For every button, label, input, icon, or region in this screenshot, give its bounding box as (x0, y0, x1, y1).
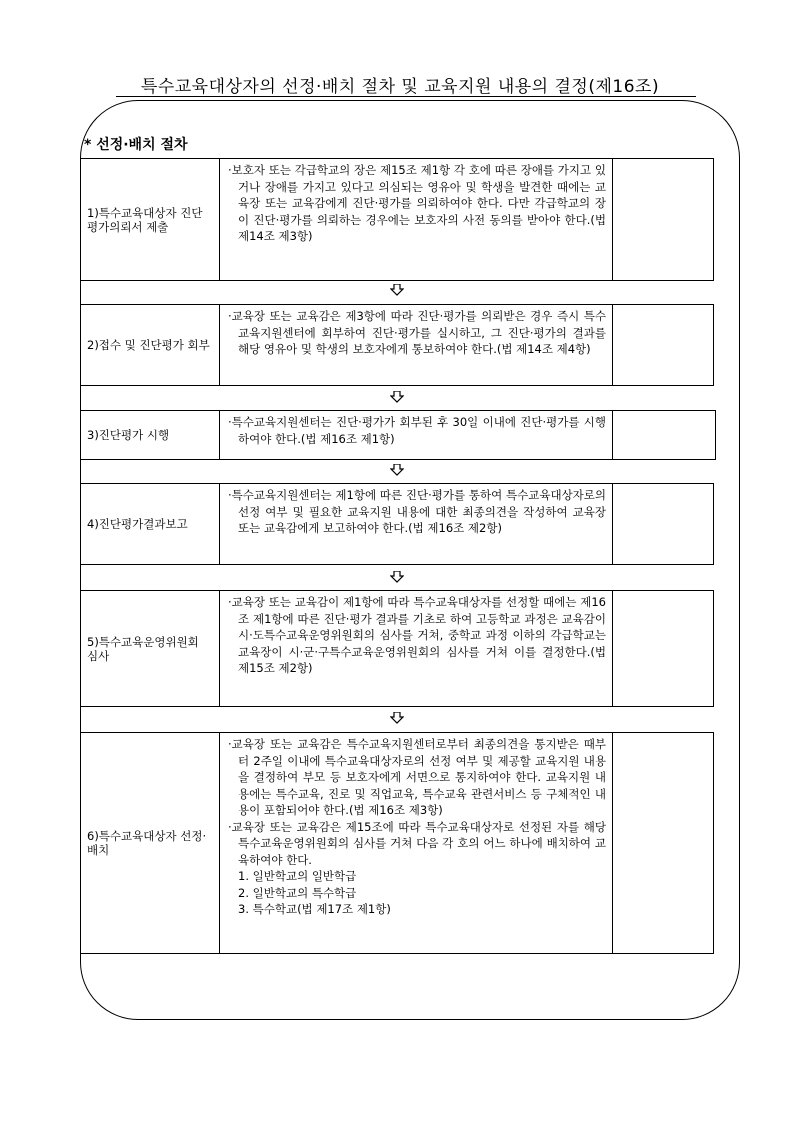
step-label-6: 6)특수교육대상자 선정·배치 (81, 733, 220, 953)
down-arrow-icon (390, 464, 404, 476)
placement-option-1: 1. 일반학교의 일반학급 (238, 869, 357, 883)
step-label-5: 5)특수교육운영위원회 심사 (81, 591, 220, 706)
step-label-2: 2)접수 및 진단평가 회부 (81, 305, 220, 385)
step-note-cell-4 (613, 484, 713, 564)
step-row-6 (80, 732, 714, 954)
step-row-1 (80, 158, 714, 281)
title-underline (116, 96, 696, 97)
step-content-4 (220, 484, 613, 564)
step-6-paragraph-1: ·교육장 또는 교육감은 특수교육지원센터로부터 최종의견을 통지받은 때부터 2주일 이내에 특수교육대상자로의 선정 여부 및 제공할 교육지원 내용을 결정하여 부모 등 보호자에게 서면으로 통지하여야 한다. 교육지원 내용에는 특수교육, 진로 및 직업교육, 특수교육 관련서비스 등 구체적인 내용이 포함되어야 한다.(법 제16조 제3항) (228, 737, 606, 817)
down-arrow-icon (390, 712, 404, 724)
placement-option-2: 2. 일반학교의 특수학급 (238, 885, 357, 900)
section-heading: * 선정·배치 절차 (84, 137, 188, 153)
step-6-paragraph-2: ·교육장 또는 교육감은 제15조에 따라 특수교육대상자로 선정된 자를 해당 특수교육운영위원회의 심사를 거쳐 다음 각 호의 어느 하나에 배치하여 교육하여야 한다. (228, 819, 606, 867)
step-content-3 (220, 411, 613, 459)
step-row-5 (80, 590, 714, 707)
down-arrow-icon (390, 284, 404, 296)
step-1-paragraph: ·보호자 또는 각급학교의 장은 제15조 제1항 각 호에 따른 장애를 가지고 있거나 장애를 가지고 있다고 의심되는 영유아 및 학생을 발견한 때에는 교육장 또는 교육감에게 진단·평가를 의뢰하여야 한다. 다만 각급학교의 장이 진단·평가를 의뢰하는 경우에는 보호자의 사전 동의를 받아야 한다.(법 제14조 제3항) (228, 163, 606, 243)
step-3-paragraph: ·특수교육지원센터는 진단·평가가 회부된 후 30일 이내에 진단·평가를 시행하여야 한다.(법 제16조 제1항) (228, 415, 606, 446)
down-arrow-icon (390, 391, 404, 403)
step-content-1 (220, 159, 613, 280)
step-content-6 (220, 733, 613, 953)
down-arrow-icon (390, 571, 404, 583)
step-2-paragraph: ·교육장 또는 교육감은 제3항에 따라 진단·평가를 의뢰받은 경우 즉시 특수교육지원센터에 회부하여 진단·평가를 실시하고, 그 진단·평가의 결과를 해당 영유아 및 학생의 보호자에게 통보하여야 한다.(법 제14조 제4항) (228, 309, 606, 356)
step-content-2 (220, 305, 613, 385)
step-row-4 (80, 483, 714, 565)
step-row-3 (80, 410, 716, 460)
placement-option-3: 3. 특수학교(법 제17조 제1항) (238, 902, 391, 916)
step-label-1: 1)특수교육대상자 진단평가의뢰서 제출 (81, 159, 220, 280)
page-title: 특수교육대상자의 선정·배치 절차 및 교육지원 내용의 결정(제16조) (140, 77, 660, 97)
step-note-cell-5 (613, 591, 713, 706)
step-4-paragraph: ·특수교육지원센터는 제1항에 따른 진단·평가를 통하여 특수교육대상자로의 선정 여부 및 필요한 교육지원 내용에 대한 최종의견을 작성하여 교육장 또는 교육감에게 보고하여야 한다.(법 제16조 제2항) (228, 488, 606, 535)
step-row-2 (80, 304, 714, 386)
step-5-paragraph: ·교육장 또는 교육감이 제1항에 따라 특수교육대상자를 선정할 때에는 제16조 제1항에 따른 진단·평가 결과를 기초로 하여 고등학교 과정은 교육감이 시·도특수교육운영위원회의 심사를 거쳐, 중학교 과정 이하의 각급학교는 교육장이 시·군·구특수교육운영위원회의 심사를 거쳐 이를 결정한다.(법 제15조 제2항) (228, 595, 606, 675)
step-note-cell-6 (613, 733, 713, 953)
step-note-cell-2 (613, 305, 713, 385)
step-content-5 (220, 591, 613, 706)
step-note-cell-3 (613, 411, 715, 459)
step-label-3: 3)진단평가 시행 (81, 411, 220, 459)
step-note-cell-1 (613, 159, 713, 280)
step-label-4: 4)진단평가결과보고 (81, 484, 220, 564)
